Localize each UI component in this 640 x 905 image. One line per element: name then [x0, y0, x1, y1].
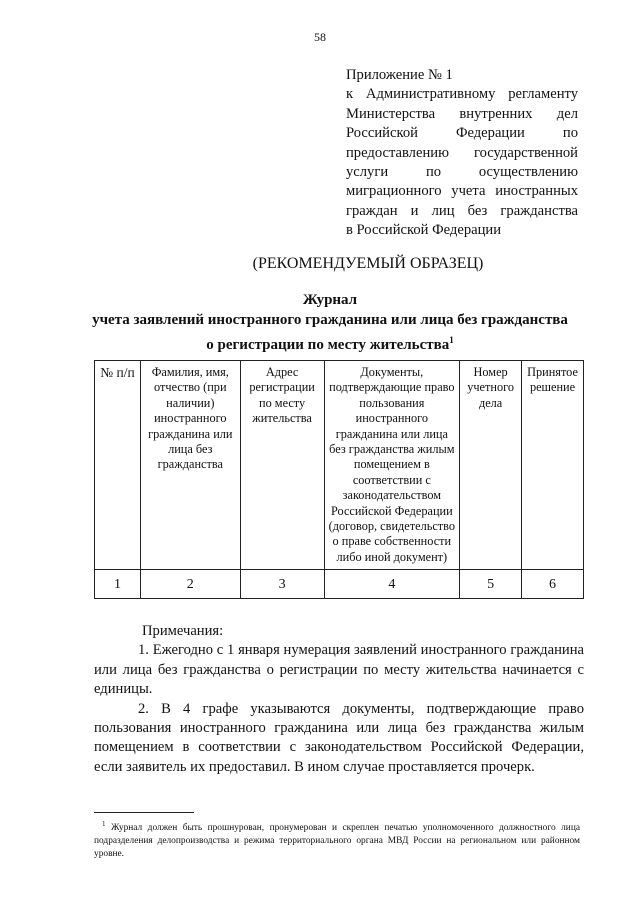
table-header-row: [95, 361, 584, 570]
footnote-text: Журнал должен быть прошнурован, пронумерован и скреплен печатью уполномоченного должностного лица подразделения делопроизводства и режима территориального органа МВД России на региональном или районном уровне.: [94, 823, 580, 860]
table-row: [95, 570, 584, 599]
column-header: Фамилия, имя, отчество (при наличии) иностранного гражданина или лица без гражданства: [140, 361, 240, 570]
column-number: 6: [522, 570, 584, 599]
title-line-text: о регистрации по месту жительства: [206, 337, 450, 353]
notes-heading: Примечания:: [142, 623, 224, 639]
appendix-header: [346, 66, 578, 241]
column-number: 2: [140, 570, 240, 599]
appendix-line: Российской Федерации по: [346, 125, 578, 142]
column-header: Адрес регистрации по месту жительства: [240, 361, 324, 570]
appendix-line: в Российской Федерации: [346, 222, 502, 239]
column-number: 4: [324, 570, 460, 599]
appendix-line: Министерства внутренних дел: [346, 105, 578, 122]
appendix-line: услуги по осуществлению: [346, 164, 578, 181]
appendix-line: к Административному регламенту: [346, 86, 578, 103]
sample-label: (РЕКОМЕНДУЕМЫЙ ОБРАЗЕЦ): [252, 255, 484, 272]
title-line: Журнал: [302, 292, 358, 308]
column-header: № п/п: [95, 361, 141, 570]
appendix-line: миграционного учета иностранных: [346, 183, 578, 200]
document-title: [80, 290, 580, 355]
column-header: Номер учетного дела: [460, 361, 522, 570]
note-item: 2. В 4 графе указываются документы, подтверждающие право пользования иностранного гражданина или лица без гражданства жилым помещением в соответствии с законодательством Российской Федерации, если заявитель их предоставил. В ином случае проставляется прочерк.: [94, 700, 584, 775]
appendix-line: граждан и лиц без гражданства: [346, 202, 578, 219]
footnote-mark: 1: [102, 820, 106, 828]
footnote-mark: 1: [449, 335, 454, 345]
appendix-line: Приложение № 1: [346, 67, 453, 83]
column-number: 1: [95, 570, 141, 599]
footnote-divider: [94, 812, 194, 813]
title-line: учета заявлений иностранного гражданина или лица без гражданства: [92, 312, 568, 328]
notes-section: [94, 622, 584, 777]
footnote: [94, 818, 580, 861]
page-number: 58: [314, 30, 326, 44]
column-header: Документы, подтверждающие право пользования иностранного гражданина или лица без гражданства жилым помещением в соответствии с законодательством Российской Федерации (договор, свидетельство о праве собственности либо иной документ): [324, 361, 460, 570]
column-header: Принятое решение: [522, 361, 584, 570]
column-number: 5: [460, 570, 522, 599]
journal-table: [94, 360, 584, 599]
title-line: [80, 330, 580, 355]
column-number: 3: [240, 570, 324, 599]
note-item: 1. Ежегодно с 1 января нумерация заявлений иностранного гражданина или лица без гражданства о регистрации по месту жительства начинается с единицы.: [94, 642, 584, 698]
appendix-line: предоставлению государственной: [346, 144, 578, 161]
